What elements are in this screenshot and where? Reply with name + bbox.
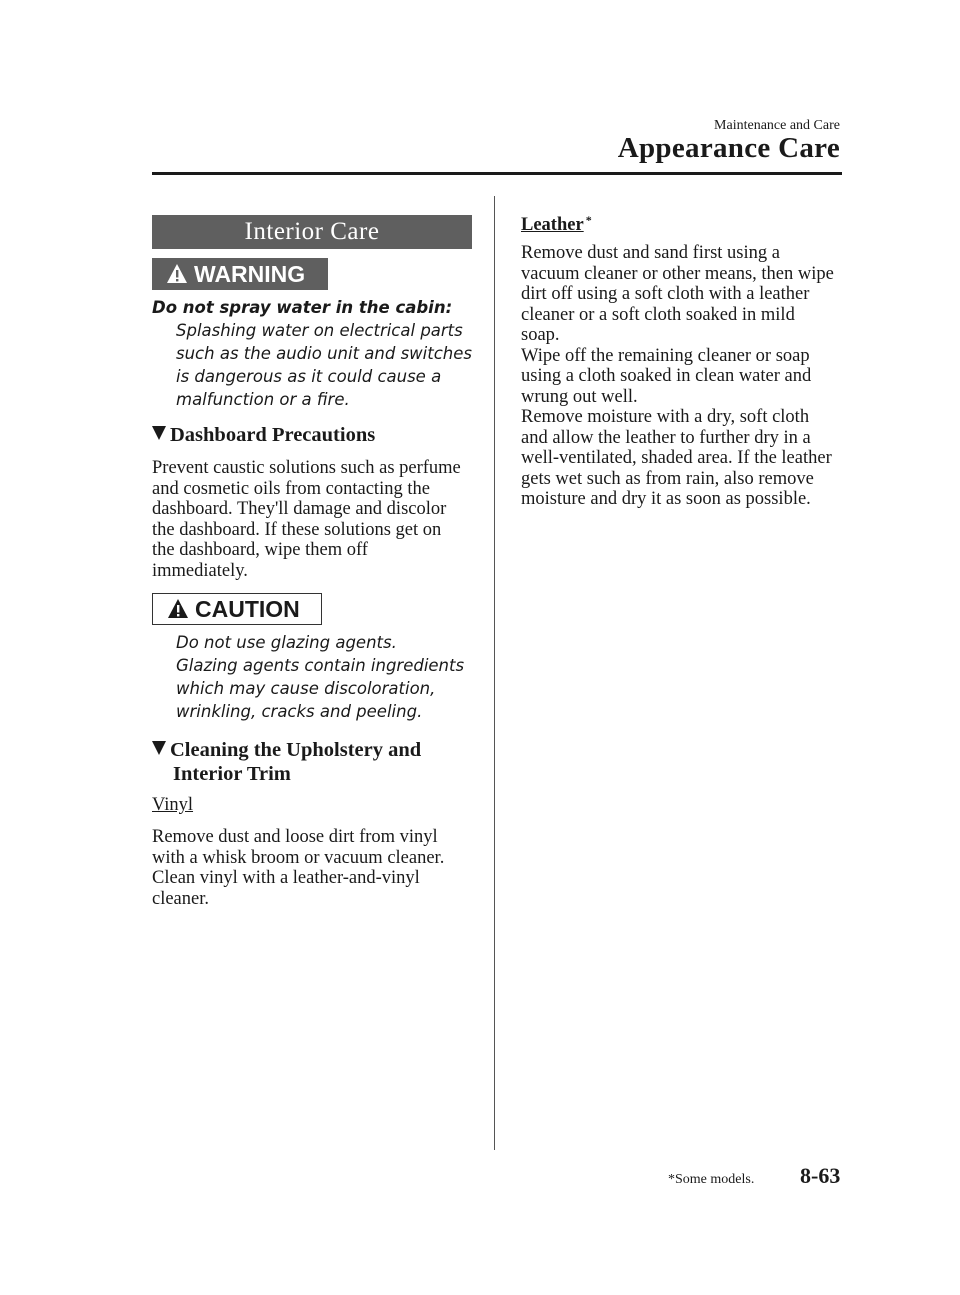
leather-line: gets wet such as from rain, also remove <box>521 468 814 489</box>
leather-line: dirt off using a soft cloth with a leather <box>521 284 810 304</box>
warning-body <box>176 319 476 411</box>
leather-line: Remove moisture with a dry, soft cloth <box>521 407 810 427</box>
upholstery-heading-line2: Interior Trim <box>173 763 291 785</box>
dashboard-line: Prevent caustic solutions such as perfume <box>152 458 461 478</box>
leather-line: soap. <box>521 325 560 345</box>
interior-care-title: Interior Care <box>152 215 472 249</box>
caution-line: wrinkling, cracks and peeling. <box>176 702 423 721</box>
leather-line: using a cloth soaked in clean water and <box>521 366 812 386</box>
caution-line: Do not use glazing agents. <box>176 633 397 652</box>
caution-icon <box>167 598 189 620</box>
warning-box <box>152 258 328 290</box>
warning-heading: Do not spray water in the cabin: <box>152 298 453 317</box>
footnote <box>668 1172 754 1188</box>
warning-line: malfunction or a fire. <box>176 390 350 409</box>
footnote-star: * <box>668 1172 675 1187</box>
leather-line: well-ventilated, shaded area. If the leather <box>521 448 832 468</box>
leather-line: wrung out well. <box>521 386 638 407</box>
caution-line: which may cause discoloration, <box>176 679 436 698</box>
warning-line: Splashing water on electrical parts <box>176 321 463 340</box>
vinyl-heading: Vinyl <box>152 795 194 815</box>
leather-line: and allow the leather to further dry in a <box>521 427 811 448</box>
dashboard-line: and cosmetic oils from contacting the <box>152 478 430 499</box>
page-number: 8-63 <box>800 1163 841 1188</box>
header-rule <box>152 172 842 175</box>
upholstery-heading-line1: Cleaning the Upholstery and <box>170 739 422 761</box>
vinyl-line: Remove dust and loose dirt from vinyl <box>152 827 438 847</box>
leather-line: vacuum cleaner or other means, then wipe <box>521 263 834 284</box>
warning-line: such as the audio unit and switches <box>176 344 472 363</box>
dashboard-heading <box>152 423 375 447</box>
footnote-star-icon: * <box>585 213 592 227</box>
leather-body <box>521 243 846 510</box>
warning-icon <box>166 263 188 285</box>
vinyl-line: Clean vinyl with a leather-and-vinyl <box>152 868 420 888</box>
column-divider <box>494 196 495 1150</box>
leather-heading-text: Leather <box>521 215 584 235</box>
upholstery-heading <box>152 738 482 786</box>
dashboard-heading-text: Dashboard Precautions <box>170 424 376 446</box>
dashboard-line: the dashboard, wipe them off <box>152 540 368 560</box>
caution-label: CAUTION <box>195 595 300 622</box>
warning-label: WARNING <box>194 260 306 287</box>
dashboard-line: immediately. <box>152 560 248 581</box>
vinyl-body <box>152 827 472 909</box>
vinyl-line: with a whisk broom or vacuum cleaner. <box>152 847 445 868</box>
leather-line: Wipe off the remaining cleaner or soap <box>521 345 810 366</box>
leather-line: Remove dust and sand first using a <box>521 243 780 263</box>
caution-box <box>152 593 322 625</box>
section-triangle-icon <box>152 426 166 440</box>
footnote-text: Some models. <box>675 1172 755 1187</box>
dashboard-line: dashboard. They'll damage and discolor <box>152 499 447 519</box>
leather-heading <box>521 213 592 236</box>
dashboard-body <box>152 458 472 581</box>
header-section-label: Maintenance and Care <box>714 118 840 133</box>
vinyl-line: cleaner. <box>152 888 209 909</box>
warning-line: is dangerous as it could cause a <box>176 367 442 386</box>
caution-body <box>176 631 476 723</box>
leather-line: moisture and dry it as soon as possible. <box>521 489 811 509</box>
section-triangle-icon <box>152 741 166 755</box>
page-title: Appearance Care <box>617 132 840 164</box>
dashboard-line: the dashboard. If these solutions get on <box>152 519 442 540</box>
leather-line: cleaner or a soft cloth soaked in mild <box>521 304 795 325</box>
caution-line: Glazing agents contain ingredients <box>176 656 465 675</box>
